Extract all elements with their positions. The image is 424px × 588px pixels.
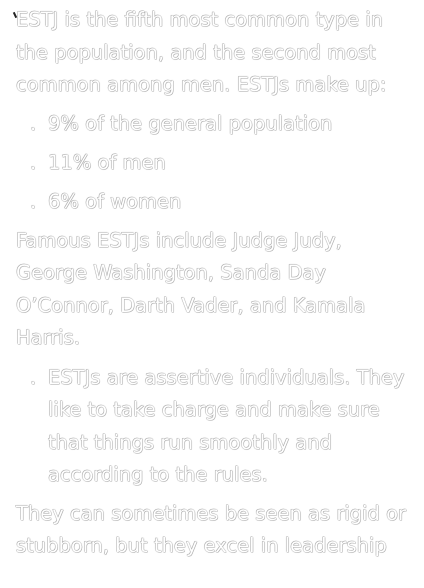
intro-paragraph: ESTJ is the fifth most common type in the population, and the second most common among men. ESTJs make up: — [16, 8, 387, 96]
bullet-icon: . — [30, 150, 37, 174]
stat-text: 11% of men — [48, 150, 166, 174]
closing-paragraph: They can sometimes be seen as rigid or stubborn, but they excel in leadership — [16, 501, 407, 557]
stat-text: 9% of the general population — [48, 111, 333, 135]
trait-text: ESTJs are assertive individuals. They like to take charge and make sure that things run smoothly and according to the rules. — [48, 365, 405, 486]
list-item — [16, 186, 416, 219]
stat-text: 6% of women — [48, 189, 182, 213]
bullet-icon: . — [30, 189, 37, 213]
document-body — [16, 4, 416, 563]
list-item — [16, 147, 416, 180]
list-item — [16, 362, 416, 492]
traits-list — [16, 362, 416, 492]
famous-paragraph: Famous ESTJs include Judge Judy, George Washington, Sanda Day O’Connor, Darth Vader, and Kamala Harris. — [16, 228, 366, 349]
stats-list — [16, 108, 416, 219]
bullet-icon: . — [30, 111, 37, 135]
list-item — [16, 108, 416, 141]
bullet-icon: . — [30, 365, 37, 389]
